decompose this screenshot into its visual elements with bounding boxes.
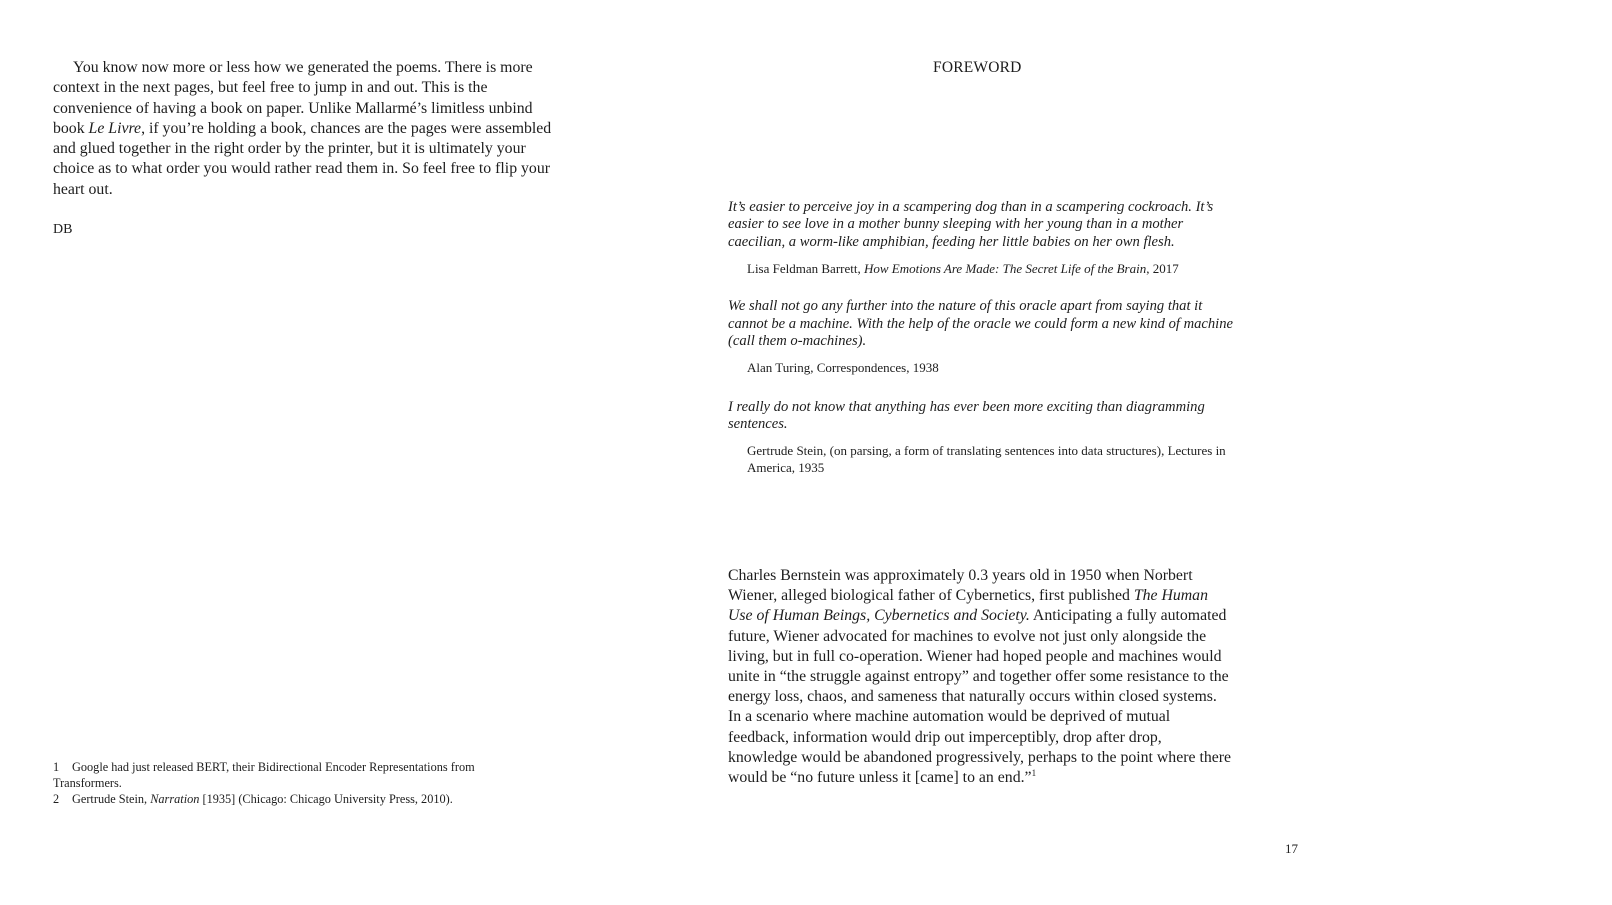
epigraph-attribution xyxy=(747,360,1233,377)
epigraph-attribution xyxy=(747,261,1233,278)
text-run: Anticipating a fully automated future, Wiener advocated for machines to evolve not just only alongside the living, but in full co-operation. Wiener had hoped people and machines would unite in “the struggle against entropy” and together offer some resistance to the energy loss, chaos, and sameness that naturally occurs within closed systems. In a scenario where machine automation would be deprived of mutual feedback, information would drip out imperceptibly, drop after drop, knowledge would be abandoned progressively, perhaps to the point where there would be “no future unless it [came] to an end.” xyxy=(728,607,1232,787)
epigraph-2 xyxy=(728,298,1233,376)
footnote-text xyxy=(72,792,453,806)
text-run: Charles Bernstein was approximately 0.3 years old in 1950 when Norbert Wiener, alleged biological father of Cybernetics, first published xyxy=(728,567,1193,605)
epigraph-3 xyxy=(728,399,1233,477)
italic-text: Le Livre xyxy=(88,119,142,137)
paragraph-text xyxy=(53,58,563,200)
right-page xyxy=(641,0,1298,905)
left-page xyxy=(0,0,641,905)
epigraph-1 xyxy=(728,199,1233,277)
text-run: , 2017 xyxy=(1146,260,1179,276)
text-run: Lisa Feldman Barrett, xyxy=(747,260,864,276)
text-run: You know now more or less how we generated the poems. There is more context in the next pages, but feel free to jump in and out. This is the convenience of having a book on paper. Unlike Mallarmé’s limitless unbind book xyxy=(53,59,533,137)
footnotes xyxy=(53,759,533,807)
page-number: 17 xyxy=(1285,841,1298,856)
epigraphs xyxy=(728,199,1233,476)
epigraph-quote: We shall not go any further into the nature of this oracle apart from saying that it cannot be a machine. With the help of the oracle we could form a new kind of machine (call them o-machines). xyxy=(728,298,1234,349)
body-paragraph xyxy=(53,58,563,200)
footnote-1 xyxy=(53,759,533,791)
author-initials: DB xyxy=(53,222,73,237)
chapter-title: FOREWORD xyxy=(933,59,1022,76)
text-run: Gertrude Stein, (on parsing, a form of translating sentences into data structures), Lectures in America, 1935 xyxy=(747,443,1226,475)
text-run: Google had just released BERT, their Bidirectional Encoder Representations from Transformers. xyxy=(53,760,475,790)
text-run: Alan Turing, Correspondences, 1938 xyxy=(747,360,939,376)
epigraph-quote: It’s easier to perceive joy in a scampering dog than in a scampering cockroach. It’s easier to see love in a mother bunny sleeping with her young than in a mother caecilian, a worm-like amphibian, feeding her little babies on her own flesh. xyxy=(728,199,1214,250)
footnote-2 xyxy=(53,791,533,807)
text-run: , if you’re holding a book, chances are the pages were assembled and glued together in the right order by the printer, but it is ultimately your choice as to what order you would rather read them in. So feel free to flip your heart out. xyxy=(53,119,552,198)
footnote-number: 2 xyxy=(53,792,60,806)
epigraph-quote: I really do not know that anything has ever been more exciting than diagramming sentences. xyxy=(728,398,1205,433)
text-run: Gertrude Stein, xyxy=(72,792,151,806)
footnote-number: 1 xyxy=(53,760,60,774)
italic-text: How Emotions Are Made: The Secret Life of the Brain xyxy=(863,260,1147,276)
footnote-ref: 1 xyxy=(1031,768,1037,779)
footnote-text xyxy=(53,760,475,790)
italic-text: Narration xyxy=(150,792,200,806)
foreword-paragraph xyxy=(728,566,1233,788)
text-run: [1935] (Chicago: Chicago University Press, 2010). xyxy=(199,792,453,806)
page-number xyxy=(0,841,311,857)
italic-text: The Human Use of Human Beings, Cybernetics and Society. xyxy=(728,587,1208,625)
epigraph-attribution xyxy=(747,443,1233,476)
